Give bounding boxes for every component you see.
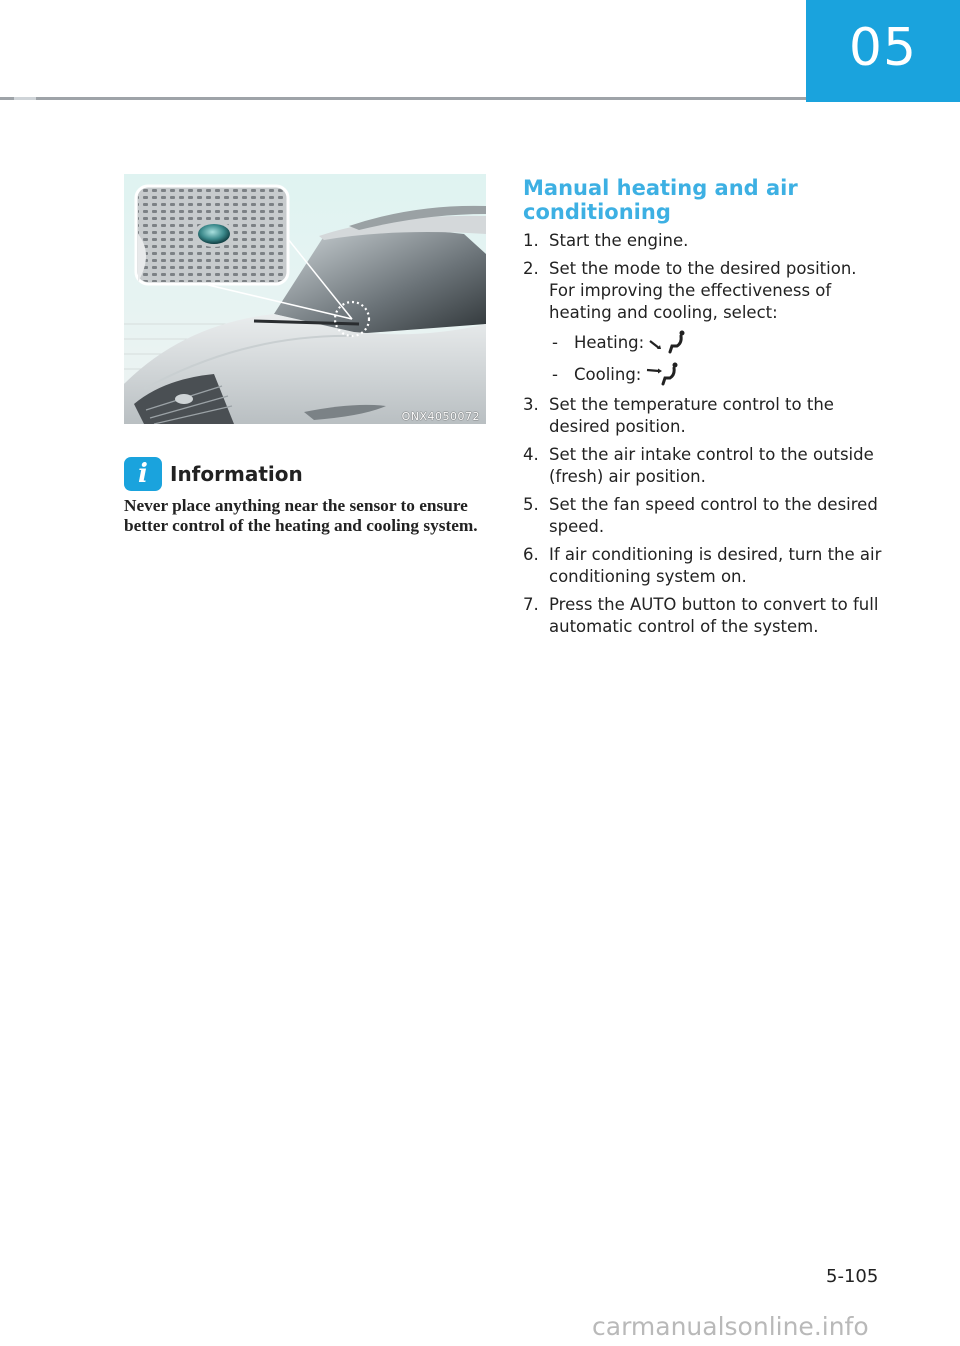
step-number: 1. [523,231,539,250]
step-text: Start the engine. [549,231,689,250]
sub-item-dash: - [552,333,558,352]
list-item [523,544,883,588]
chapter-tab [806,0,960,102]
section-title: Manual heating and air conditioning [523,176,798,224]
header-rule [0,97,806,100]
step-text: Set the mode to the desired position. For improving the effectiveness of heating and cooling, select: [549,259,857,322]
list-item [523,594,883,638]
sub-item-heating [552,330,883,356]
sub-item-dash: - [552,365,558,384]
step-text: Set the temperature control to the desired position. [549,395,834,436]
step-text: Set the air intake control to the outside (fresh) air position. [549,445,874,486]
car-windshield-illustration [124,174,486,424]
sensor-figure [124,174,486,424]
watermark: carmanualsonline.info [592,1312,869,1341]
information-title: Information [170,462,303,486]
step-number: 5. [523,495,539,514]
info-icon [124,457,162,491]
chapter-number: 05 [848,18,918,78]
list-item [523,444,883,488]
list-item [523,258,883,324]
sub-item-label: Heating: [574,333,645,352]
sub-item-cooling [552,362,883,388]
sub-item-label: Cooling: [574,365,642,384]
step-number: 3. [523,395,539,414]
step-number: 4. [523,445,539,464]
step-number: 2. [523,259,539,278]
information-header [124,456,303,492]
page-number: 5-105 [826,1266,879,1287]
step-number: 6. [523,545,539,564]
list-item [523,230,883,252]
step-text: Press the AUTO button to convert to full automatic control of the system. [549,595,879,636]
header-rule-accent [14,97,36,100]
step-text: Set the fan speed control to the desired speed. [549,495,878,536]
list-item [523,494,883,538]
figure-code: ONX4050072 [401,410,480,423]
step-text: If air conditioning is desired, turn the air conditioning system on. [549,545,882,586]
info-icon-glyph: i [138,459,148,489]
steps-list [523,230,883,644]
list-item [523,394,883,438]
step-number: 7. [523,595,539,614]
face-mode-icon [645,362,681,388]
floor-mode-icon [648,330,688,356]
information-text: Never place anything near the sensor to ensure better control of the heating and cooling system. [124,496,478,535]
